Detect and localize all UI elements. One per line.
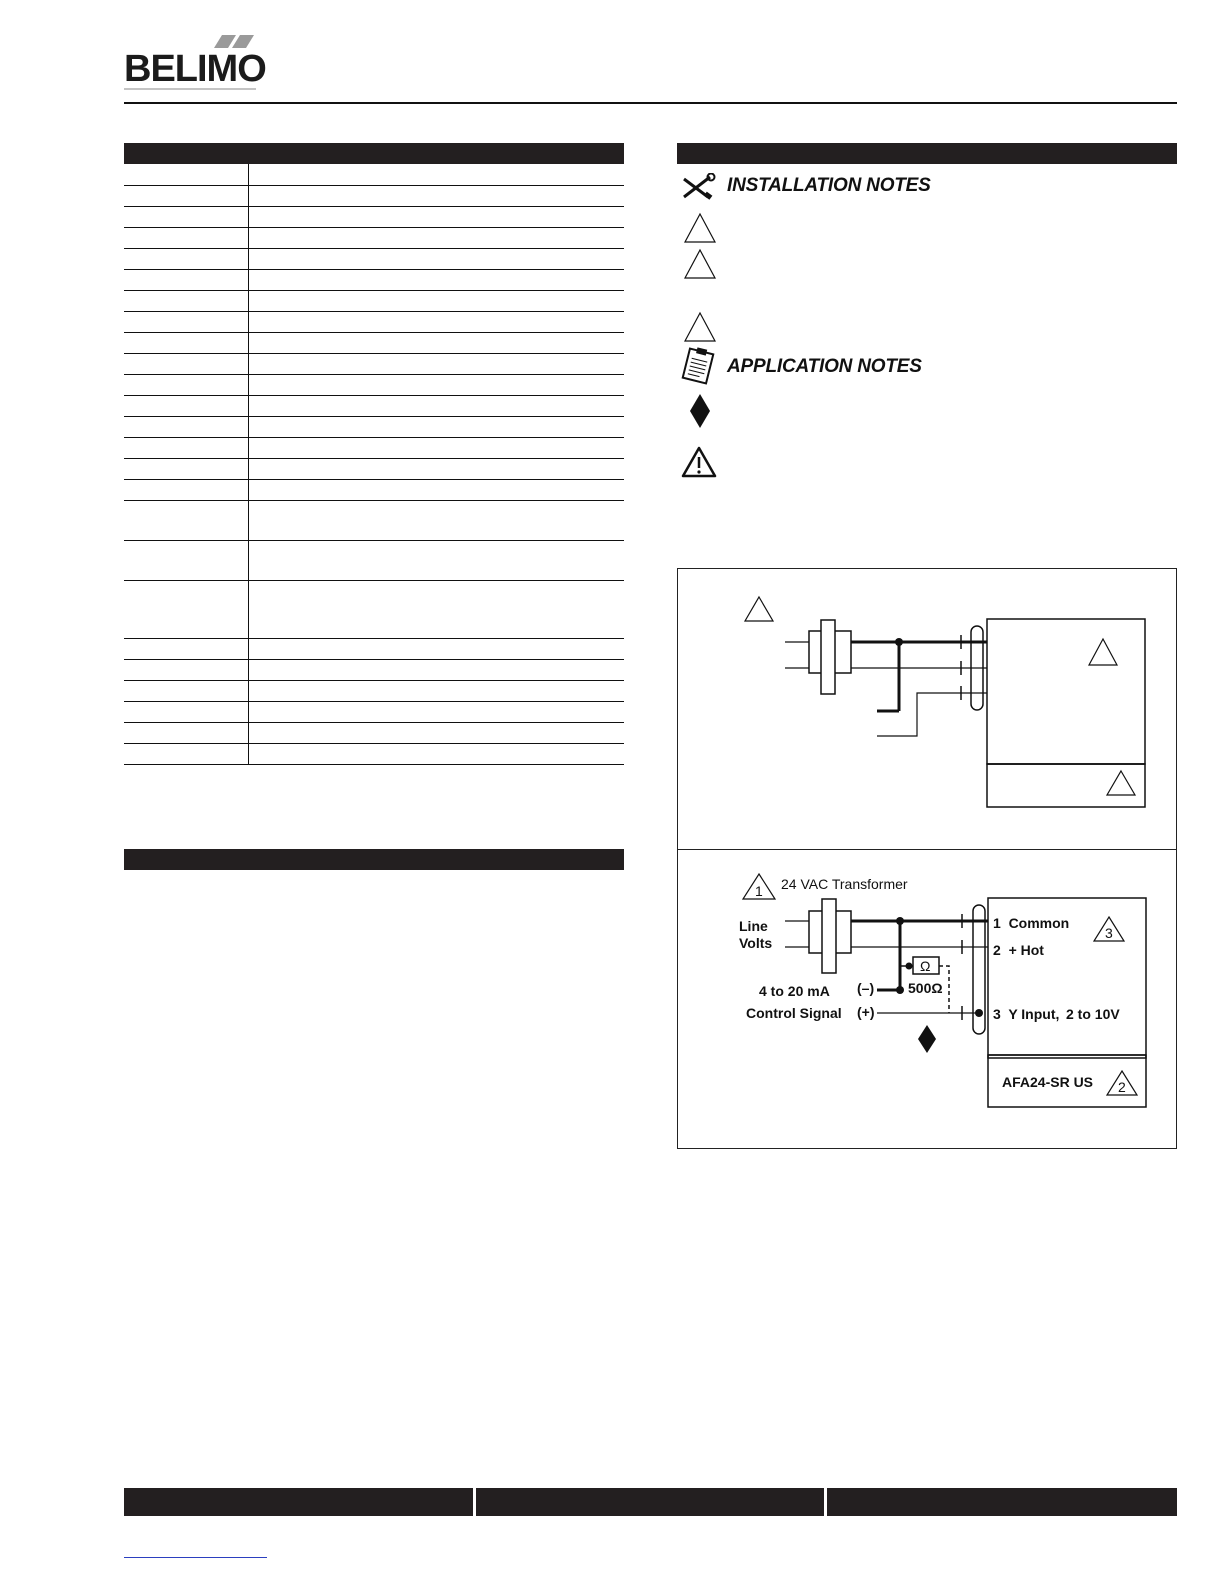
spec-table-row <box>124 374 624 395</box>
spec-table-row <box>124 353 624 374</box>
spec-table-row <box>124 269 624 290</box>
spec-key-cell <box>124 540 249 580</box>
triangle-note-icon <box>683 212 717 244</box>
spec-key-cell <box>124 458 249 479</box>
terminal-3-range: 2 to 10V <box>1066 1006 1120 1022</box>
spec-table-row <box>124 540 624 580</box>
footer-bar-center <box>476 1488 824 1516</box>
spec-table-row <box>124 416 624 437</box>
spec-value-cell <box>249 227 625 248</box>
ohm-symbol: Ω <box>920 958 931 974</box>
spec-table-row <box>124 185 624 206</box>
terminal-1-label: 1 Common <box>993 915 1070 931</box>
spec-value-cell <box>249 458 625 479</box>
triangle-note-icon <box>745 597 773 621</box>
spec-value-cell <box>249 374 625 395</box>
positive-terminal-label: (+) <box>857 1004 875 1020</box>
spec-key-cell <box>124 395 249 416</box>
terminal-note-number: 3 <box>1105 925 1113 941</box>
terminal-2-label: 2 + Hot <box>993 942 1044 958</box>
spec-key-cell <box>124 500 249 540</box>
header-rule <box>124 102 1177 104</box>
spec-table-row <box>124 332 624 353</box>
spec-value-cell <box>249 416 625 437</box>
spec-value-cell <box>249 185 625 206</box>
triangle-note-icon <box>1107 771 1135 795</box>
spec-table-header-bar <box>124 143 624 164</box>
transformer-label: 24 VAC Transformer <box>781 876 908 892</box>
spec-value-cell <box>249 540 625 580</box>
spec-table-row <box>124 659 624 680</box>
spec-key-cell <box>124 638 249 659</box>
section-bar-left <box>124 849 624 870</box>
triangle-note-icon <box>683 311 717 343</box>
spec-key-cell <box>124 437 249 458</box>
spec-key-cell <box>124 374 249 395</box>
wiring-diagram-upper <box>677 568 1177 849</box>
footer-bar-right <box>827 1488 1177 1516</box>
resistor-value: 500Ω <box>908 980 943 996</box>
spec-value-cell <box>249 311 625 332</box>
footer-bar-left <box>124 1488 473 1516</box>
wiring-diagram-lower <box>677 850 1177 1148</box>
wrench-screwdriver-icon <box>680 173 716 201</box>
spec-value-cell <box>249 701 625 722</box>
spec-value-cell <box>249 164 625 185</box>
footer-link-underline[interactable] <box>124 1557 267 1558</box>
spec-table-row <box>124 437 624 458</box>
spec-key-cell <box>124 743 249 764</box>
warning-icon <box>680 445 718 479</box>
spec-table-row <box>124 722 624 743</box>
terminal-3-label: 3 Y Input, <box>993 1006 1060 1022</box>
spec-table-row <box>124 395 624 416</box>
spec-table <box>124 164 624 765</box>
spec-value-cell <box>249 743 625 764</box>
spec-key-cell <box>124 332 249 353</box>
negative-terminal-label: (–) <box>857 980 875 996</box>
spec-key-cell <box>124 185 249 206</box>
spec-table-row <box>124 638 624 659</box>
triangle-note-icon <box>683 248 717 280</box>
triangle-note-icon <box>1089 639 1117 665</box>
clipboard-icon <box>680 347 716 385</box>
spec-value-cell <box>249 500 625 540</box>
belimo-logo <box>124 34 264 94</box>
application-notes-title: APPLICATION NOTES <box>727 356 922 377</box>
installation-notes-title: INSTALLATION NOTES <box>727 175 931 196</box>
spec-value-cell <box>249 479 625 500</box>
spec-value-cell <box>249 659 625 680</box>
spec-table-row <box>124 206 624 227</box>
model-label: AFA24-SR US <box>1002 1074 1094 1090</box>
spec-value-cell <box>249 269 625 290</box>
spec-key-cell <box>124 479 249 500</box>
spec-table-row <box>124 311 624 332</box>
spec-key-cell <box>124 206 249 227</box>
spec-value-cell <box>249 332 625 353</box>
spec-table-row <box>124 701 624 722</box>
logo-wordmark: BELIMO <box>124 48 266 90</box>
spec-key-cell <box>124 416 249 437</box>
spec-table-row <box>124 680 624 701</box>
spec-table-row <box>124 500 624 540</box>
spec-value-cell <box>249 248 625 269</box>
spec-value-cell <box>249 638 625 659</box>
spec-key-cell <box>124 290 249 311</box>
spec-key-cell <box>124 248 249 269</box>
spec-key-cell <box>124 680 249 701</box>
signal-label: 4 to 20 mA <box>759 983 830 999</box>
spec-value-cell <box>249 395 625 416</box>
notes-header-bar <box>677 143 1177 164</box>
spec-key-cell <box>124 722 249 743</box>
spec-key-cell <box>124 227 249 248</box>
signal-label-2: Control Signal <box>746 1005 842 1021</box>
spec-table-row <box>124 248 624 269</box>
spec-table-row <box>124 479 624 500</box>
spec-key-cell <box>124 353 249 374</box>
model-note-number: 2 <box>1118 1079 1126 1095</box>
spec-key-cell <box>124 269 249 290</box>
spec-key-cell <box>124 164 249 185</box>
spec-key-cell <box>124 311 249 332</box>
spec-table-row <box>124 227 624 248</box>
spec-value-cell <box>249 206 625 227</box>
spec-value-cell <box>249 437 625 458</box>
transformer-note-number: 1 <box>755 883 763 899</box>
spec-value-cell <box>249 580 625 638</box>
spec-value-cell <box>249 290 625 311</box>
spec-key-cell <box>124 701 249 722</box>
spec-table-row <box>124 458 624 479</box>
spec-value-cell <box>249 722 625 743</box>
line-volts-label-2: Volts <box>739 935 773 951</box>
spec-table-row <box>124 743 624 764</box>
spec-table-row <box>124 580 624 638</box>
spec-table-row <box>124 164 624 185</box>
spec-key-cell <box>124 580 249 638</box>
spec-table-row <box>124 290 624 311</box>
spec-value-cell <box>249 680 625 701</box>
spec-key-cell <box>124 659 249 680</box>
line-volts-label: Line <box>739 918 768 934</box>
diamond-icon <box>689 393 711 429</box>
spec-value-cell <box>249 353 625 374</box>
diamond-icon <box>918 1025 936 1053</box>
